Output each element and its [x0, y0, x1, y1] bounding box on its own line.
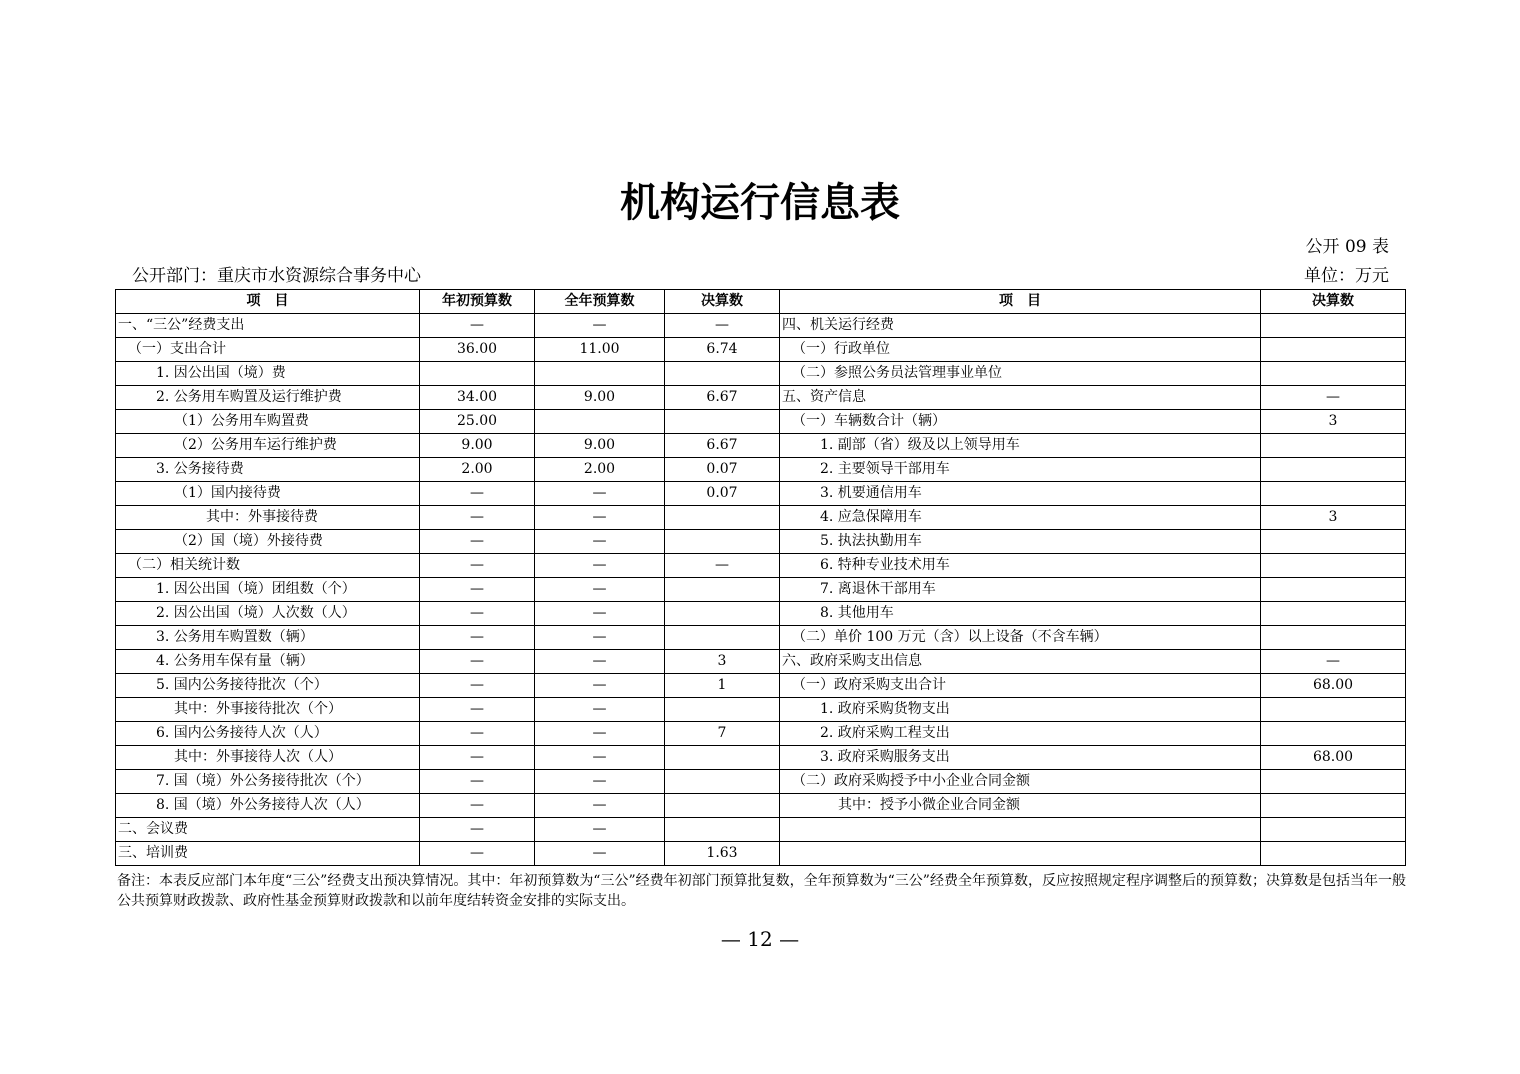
budget-full-cell: 9.00	[535, 434, 665, 458]
right-item-cell: 3. 政府采购服务支出	[780, 746, 1261, 770]
right-final-cell	[1261, 698, 1406, 722]
header-final: 决算数	[665, 290, 780, 314]
right-final-cell	[1261, 482, 1406, 506]
left-item-cell: （2）公务用车运行维护费	[116, 434, 420, 458]
left-item-cell: 1. 因公出国（境）团组数（个）	[116, 578, 420, 602]
left-item-cell: 6. 国内公务接待人次（人）	[116, 722, 420, 746]
final-cell: 6.67	[665, 434, 780, 458]
info-table	[115, 289, 1406, 866]
budget-begin-cell: —	[420, 650, 535, 674]
right-final-cell	[1261, 626, 1406, 650]
right-item-cell: 8. 其他用车	[780, 602, 1261, 626]
budget-begin-cell: —	[420, 506, 535, 530]
budget-full-cell: —	[535, 482, 665, 506]
header-item-right: 项 目	[780, 290, 1261, 314]
budget-full-cell: —	[535, 794, 665, 818]
final-cell	[665, 410, 780, 434]
budget-begin-cell: —	[420, 578, 535, 602]
budget-full-cell: —	[535, 506, 665, 530]
final-cell	[665, 746, 780, 770]
right-item-cell: 5. 执法执勤用车	[780, 530, 1261, 554]
table-row	[116, 338, 1406, 362]
left-item-cell: 2. 因公出国（境）人次数（人）	[116, 602, 420, 626]
left-item-cell: 其中：外事接待人次（人）	[116, 746, 420, 770]
page-number: — 12 —	[720, 927, 800, 951]
right-item-cell: 四、机关运行经费	[780, 314, 1261, 338]
right-item-cell: 2. 政府采购工程支出	[780, 722, 1261, 746]
right-item-cell: 1. 副部（省）级及以上领导用车	[780, 434, 1261, 458]
right-final-cell: 3	[1261, 410, 1406, 434]
budget-full-cell: —	[535, 530, 665, 554]
budget-begin-cell: —	[420, 482, 535, 506]
table-row	[116, 602, 1406, 626]
budget-begin-cell: —	[420, 314, 535, 338]
budget-full-cell	[535, 410, 665, 434]
left-item-cell: 7. 国（境）外公务接待批次（个）	[116, 770, 420, 794]
right-item-cell: 2. 主要领导干部用车	[780, 458, 1261, 482]
final-cell	[665, 698, 780, 722]
final-cell: 7	[665, 722, 780, 746]
budget-begin-cell: —	[420, 770, 535, 794]
budget-begin-cell: 2.00	[420, 458, 535, 482]
budget-begin-cell: —	[420, 842, 535, 866]
budget-begin-cell: —	[420, 722, 535, 746]
page-title: 机构运行信息表	[620, 180, 900, 226]
final-cell: 0.07	[665, 458, 780, 482]
budget-full-cell: —	[535, 602, 665, 626]
budget-begin-cell: —	[420, 698, 535, 722]
budget-full-cell: 11.00	[535, 338, 665, 362]
right-item-cell	[780, 842, 1261, 866]
left-item-cell: 其中：外事接待批次（个）	[116, 698, 420, 722]
right-item-cell: （二）参照公务员法管理事业单位	[780, 362, 1261, 386]
right-final-cell	[1261, 722, 1406, 746]
table-row	[116, 554, 1406, 578]
final-cell	[665, 362, 780, 386]
budget-begin-cell: —	[420, 626, 535, 650]
right-item-cell: （一）行政单位	[780, 338, 1261, 362]
final-cell	[665, 770, 780, 794]
header-item-left: 项 目	[116, 290, 420, 314]
budget-begin-cell: 9.00	[420, 434, 535, 458]
right-final-cell: —	[1261, 650, 1406, 674]
form-number: 公开 09 表	[1305, 237, 1389, 257]
right-final-cell	[1261, 602, 1406, 626]
right-item-cell: （二）政府采购授予中小企业合同金额	[780, 770, 1261, 794]
table-row	[116, 386, 1406, 410]
budget-begin-cell: —	[420, 674, 535, 698]
final-cell	[665, 818, 780, 842]
left-item-cell: （1）公务用车购置费	[116, 410, 420, 434]
header-right-final: 决算数	[1261, 290, 1406, 314]
budget-full-cell: —	[535, 626, 665, 650]
budget-full-cell: —	[535, 674, 665, 698]
left-item-cell: 5. 国内公务接待批次（个）	[116, 674, 420, 698]
budget-begin-cell: —	[420, 602, 535, 626]
right-final-cell	[1261, 314, 1406, 338]
right-item-cell: 五、资产信息	[780, 386, 1261, 410]
left-item-cell: （1）国内接待费	[116, 482, 420, 506]
budget-full-cell: —	[535, 722, 665, 746]
table-row	[116, 506, 1406, 530]
right-final-cell: 68.00	[1261, 674, 1406, 698]
budget-full-cell: —	[535, 770, 665, 794]
left-item-cell: （二）相关统计数	[116, 554, 420, 578]
right-final-cell	[1261, 818, 1406, 842]
right-final-cell	[1261, 794, 1406, 818]
unit-label: 单位：万元	[1304, 266, 1389, 286]
right-item-cell: 7. 离退休干部用车	[780, 578, 1261, 602]
budget-full-cell: —	[535, 554, 665, 578]
table-row	[116, 362, 1406, 386]
final-cell: 3	[665, 650, 780, 674]
budget-begin-cell: —	[420, 818, 535, 842]
budget-full-cell: —	[535, 698, 665, 722]
budget-full-cell: —	[535, 746, 665, 770]
right-item-cell: （一）政府采购支出合计	[780, 674, 1261, 698]
final-cell	[665, 506, 780, 530]
budget-begin-cell: 36.00	[420, 338, 535, 362]
final-cell	[665, 626, 780, 650]
right-item-cell	[780, 818, 1261, 842]
budget-begin-cell: —	[420, 794, 535, 818]
budget-full-cell: —	[535, 818, 665, 842]
final-cell: 1	[665, 674, 780, 698]
table-row	[116, 578, 1406, 602]
left-item-cell: 一、“三公”经费支出	[116, 314, 420, 338]
table-row	[116, 698, 1406, 722]
footnote: 备注：本表反应部门本年度“三公”经费支出预决算情况。其中：年初预算数为“三公”经费年初部门预算批复数，全年预算数为“三公”经费全年预算数，反应按照规定程序调整后的预算数；决算数是包括当年一般公共预算财政拨款、政府性基金预算财政拨款和以前年度结转资金安排的实际支出。	[117, 873, 1406, 909]
budget-full-cell: 9.00	[535, 386, 665, 410]
left-item-cell: 1. 因公出国（境）费	[116, 362, 420, 386]
budget-full-cell	[535, 362, 665, 386]
final-cell: —	[665, 314, 780, 338]
right-final-cell: —	[1261, 386, 1406, 410]
table-row	[116, 626, 1406, 650]
table-row	[116, 434, 1406, 458]
table-row	[116, 722, 1406, 746]
table-row	[116, 674, 1406, 698]
budget-begin-cell: —	[420, 530, 535, 554]
table-row	[116, 842, 1406, 866]
final-cell	[665, 602, 780, 626]
budget-begin-cell	[420, 362, 535, 386]
final-cell	[665, 794, 780, 818]
right-item-cell: 6. 特种专业技术用车	[780, 554, 1261, 578]
left-item-cell: 三、培训费	[116, 842, 420, 866]
right-item-cell: 六、政府采购支出信息	[780, 650, 1261, 674]
table-row	[116, 818, 1406, 842]
header-budget-full: 全年预算数	[535, 290, 665, 314]
left-item-cell: 4. 公务用车保有量（辆）	[116, 650, 420, 674]
right-item-cell: 其中：授予小微企业合同金额	[780, 794, 1261, 818]
left-item-cell: （一）支出合计	[116, 338, 420, 362]
right-item-cell: （二）单价 100 万元（含）以上设备（不含车辆）	[780, 626, 1261, 650]
right-final-cell	[1261, 530, 1406, 554]
right-final-cell: 3	[1261, 506, 1406, 530]
department-label: 公开部门：重庆市水资源综合事务中心	[132, 266, 421, 286]
budget-begin-cell: 34.00	[420, 386, 535, 410]
final-cell	[665, 530, 780, 554]
right-final-cell	[1261, 362, 1406, 386]
budget-full-cell: —	[535, 578, 665, 602]
left-item-cell: 8. 国（境）外公务接待人次（人）	[116, 794, 420, 818]
right-item-cell: 3. 机要通信用车	[780, 482, 1261, 506]
budget-full-cell: —	[535, 842, 665, 866]
table-row	[116, 794, 1406, 818]
right-final-cell	[1261, 842, 1406, 866]
left-item-cell: 其中：外事接待费	[116, 506, 420, 530]
budget-begin-cell: —	[420, 554, 535, 578]
right-item-cell: （一）车辆数合计（辆）	[780, 410, 1261, 434]
budget-full-cell: 2.00	[535, 458, 665, 482]
right-final-cell	[1261, 434, 1406, 458]
table-row	[116, 530, 1406, 554]
right-item-cell: 1. 政府采购货物支出	[780, 698, 1261, 722]
budget-full-cell: —	[535, 650, 665, 674]
right-item-cell: 4. 应急保障用车	[780, 506, 1261, 530]
budget-full-cell: —	[535, 314, 665, 338]
right-final-cell	[1261, 770, 1406, 794]
left-item-cell: 2. 公务用车购置及运行维护费	[116, 386, 420, 410]
table-row	[116, 482, 1406, 506]
table-row	[116, 746, 1406, 770]
final-cell	[665, 578, 780, 602]
left-item-cell: 3. 公务用车购置数（辆）	[116, 626, 420, 650]
budget-begin-cell: —	[420, 746, 535, 770]
right-final-cell: 68.00	[1261, 746, 1406, 770]
left-item-cell: 3. 公务接待费	[116, 458, 420, 482]
final-cell: 0.07	[665, 482, 780, 506]
left-item-cell: （2）国（境）外接待费	[116, 530, 420, 554]
header-budget-begin: 年初预算数	[420, 290, 535, 314]
table-header-row	[116, 290, 1406, 314]
table-row	[116, 410, 1406, 434]
final-cell: 1.63	[665, 842, 780, 866]
right-final-cell	[1261, 554, 1406, 578]
final-cell: —	[665, 554, 780, 578]
left-item-cell: 二、会议费	[116, 818, 420, 842]
budget-begin-cell: 25.00	[420, 410, 535, 434]
right-final-cell	[1261, 578, 1406, 602]
final-cell: 6.67	[665, 386, 780, 410]
right-final-cell	[1261, 458, 1406, 482]
final-cell: 6.74	[665, 338, 780, 362]
table-row	[116, 650, 1406, 674]
right-final-cell	[1261, 338, 1406, 362]
table-row	[116, 314, 1406, 338]
table-row	[116, 458, 1406, 482]
table-row	[116, 770, 1406, 794]
